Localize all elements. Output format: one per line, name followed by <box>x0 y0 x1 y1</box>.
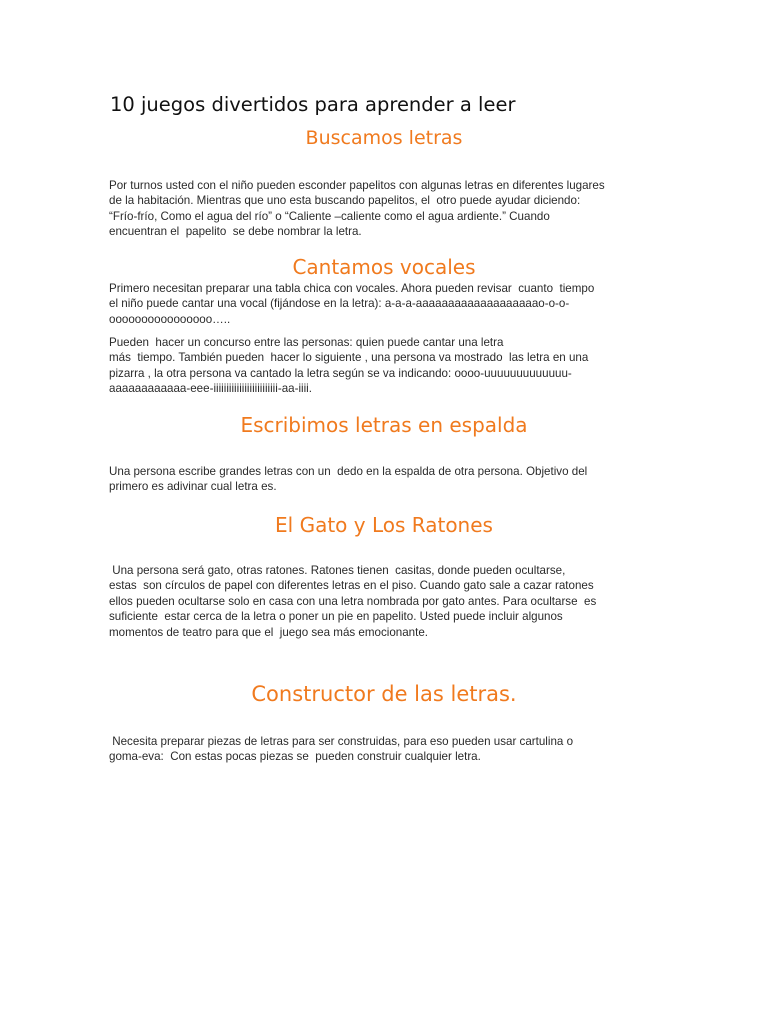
paragraph-line: “Frío-frío, Como el agua del río” o “Caliente –caliente como el agua ardiente.” Cuando <box>109 209 550 223</box>
section-paragraph <box>109 563 596 640</box>
paragraph-line: Una persona será gato, otras ratones. Ratones tienen casitas, donde pueden ocultarse, <box>109 564 566 577</box>
paragraph-line: oooooooooooooooo….. <box>109 312 231 326</box>
paragraph-line: primero es adivinar cual letra es. <box>109 480 277 494</box>
paragraph-line: Necesita preparar piezas de letras para ser construidas, para eso pueden usar cartulina o <box>109 735 574 748</box>
paragraph-line: pizarra , la otra persona va cantado la letra según se va indicando: oooo-uuuuuuuuuuuuu- <box>109 366 572 380</box>
paragraph-line: Primero necesitan preparar una tabla chica con vocales. Ahora pueden revisar cuanto tiempo <box>109 282 595 295</box>
paragraph-line: goma-eva: Con estas pocas piezas se pueden construir cualquier letra. <box>109 750 481 764</box>
paragraph-line: encuentran el papelito se debe nombrar la letra. <box>109 225 362 239</box>
paragraph-line: suficiente estar cerca de la letra o poner un pie en papelito. Usted puede incluir algunos <box>109 610 563 624</box>
paragraph-line: ellos pueden ocultarse solo en casa con una letra nombrada por gato antes. Para ocultarse es <box>109 594 597 608</box>
paragraph-line: estas son círculos de papel con diferentes letras en el piso. Cuando gato sale a cazar ratones <box>109 579 594 593</box>
section-heading-el-gato: El Gato y Los Ratones <box>275 513 493 537</box>
section-paragraph <box>109 178 605 240</box>
paragraph-line: Una persona escribe grandes letras con un dedo en la espalda de otra persona. Objetivo del <box>109 465 588 478</box>
section-paragraph <box>109 281 594 327</box>
section-heading-constructor: Constructor de las letras. <box>251 682 517 706</box>
paragraph-line: aaaaaaaaaaaa-eee-iiiiiiiiiiiiiiiiiiiiiiiii-aa-iiii. <box>109 382 312 396</box>
section-paragraph <box>109 464 587 495</box>
paragraph-line: Por turnos usted con el niño pueden esconder papelitos con algunas letras en diferentes lugares <box>109 179 605 192</box>
paragraph-line: momentos de teatro para que el juego sea más emocionante. <box>109 625 429 639</box>
paragraph-line: el niño puede cantar una vocal (fijándose en la letra): a-a-a-aaaaaaaaaaaaaaaaaaao-o-o- <box>109 297 570 311</box>
section-heading-buscamos-letras: Buscamos letras <box>305 127 463 149</box>
paragraph-line: Pueden hacer un concurso entre las personas: quien puede cantar una letra <box>109 336 504 349</box>
section-paragraph <box>109 335 588 397</box>
section-paragraph <box>109 734 573 765</box>
section-heading-escribimos-letras: Escribimos letras en espalda <box>240 413 528 437</box>
paragraph-line: más tiempo. También pueden hacer lo siguiente , una persona va mostrado las letra en una <box>109 351 589 365</box>
section-heading-cantamos-vocales: Cantamos vocales <box>292 255 476 279</box>
document-title: 10 juegos divertidos para aprender a leer <box>110 93 516 116</box>
paragraph-line: de la habitación. Mientras que uno esta buscando papelitos, el otro puede ayudar diciendo: <box>109 194 581 208</box>
